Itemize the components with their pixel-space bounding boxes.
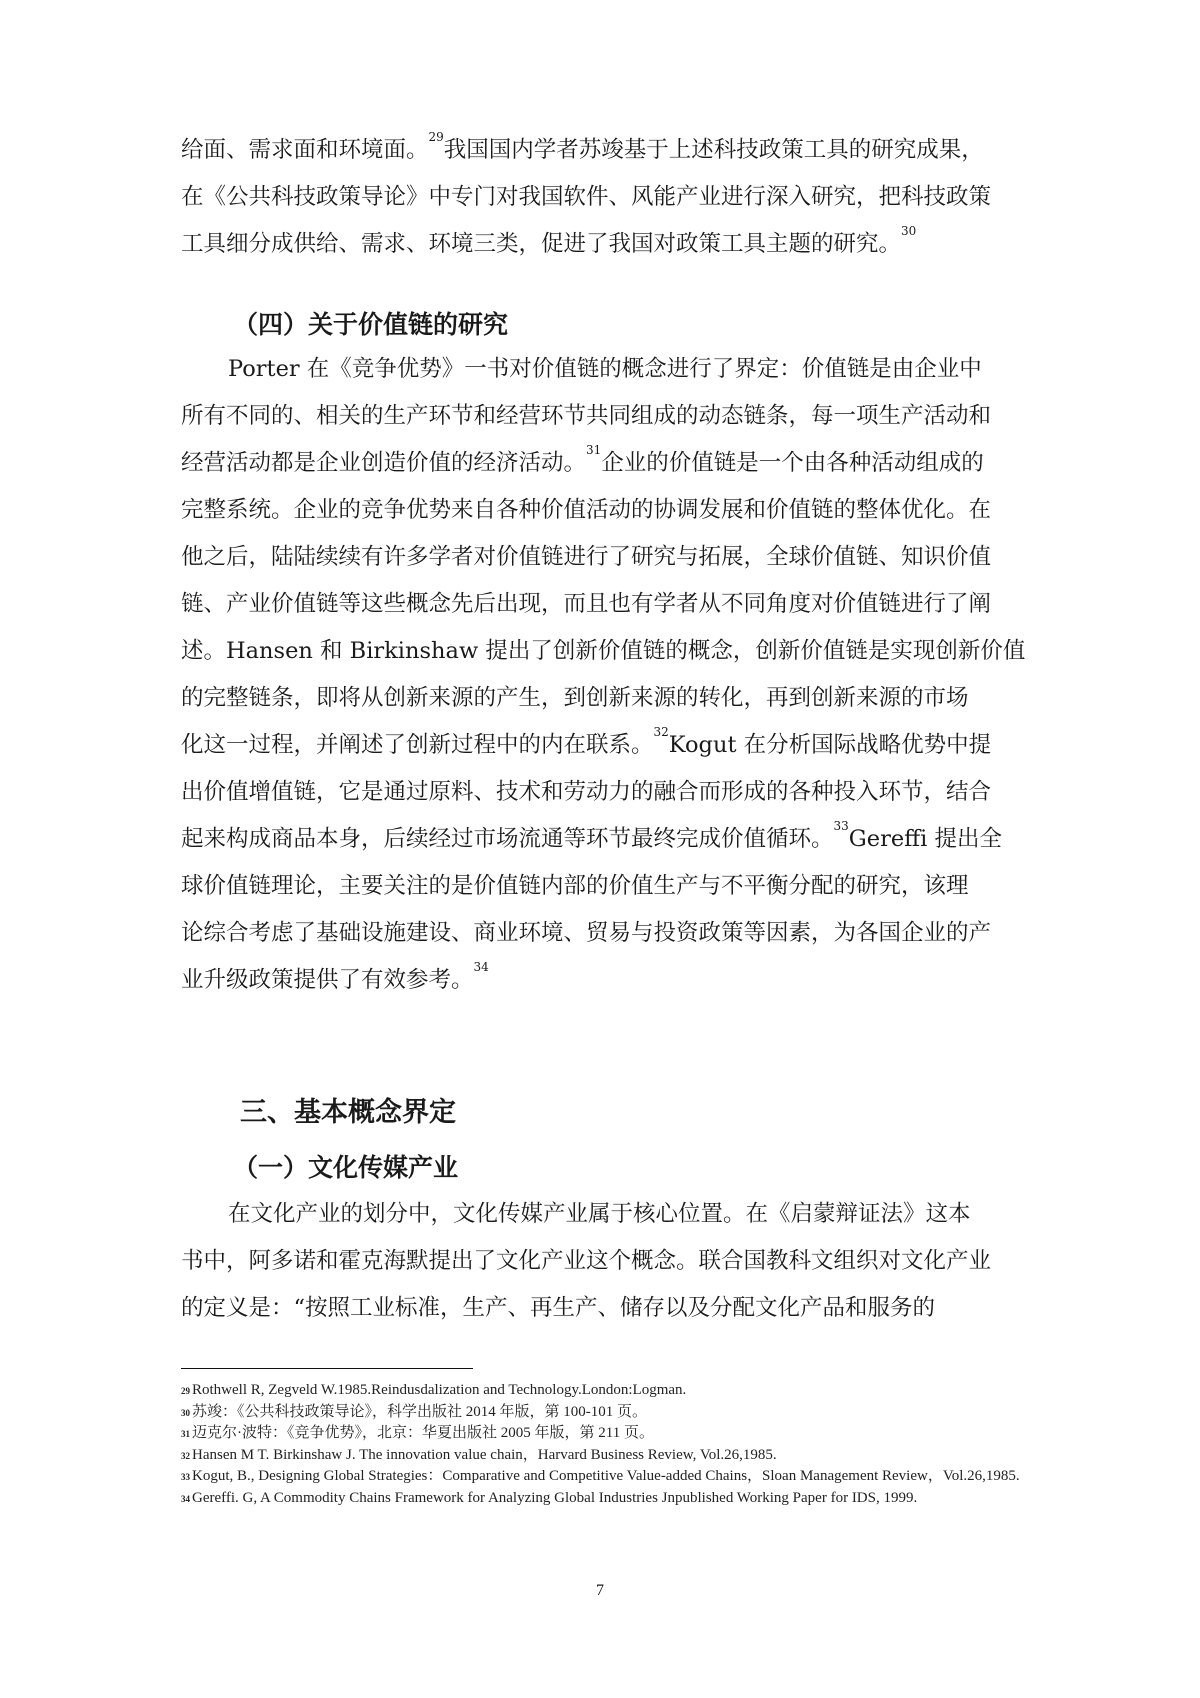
footnote-ref-32[interactable]: 32 (653, 725, 669, 739)
text-line: 的完整链条，即将从创新来源的产生，到创新来源的转化，再到创新来源的市场 (181, 685, 969, 711)
text-line: 经营活动都是企业创造价值的经济活动。$^{31}$企业的价值链是一个由各种活动组成的 (181, 443, 984, 476)
text-line: Porter 在《竞争优势》一书对价值链的概念进行了界定：价值链是由企业中 (228, 356, 982, 382)
paragraph-value-chain (181, 346, 1031, 1004)
text-line: 业升级政策提供了有效参考。$^{34}$ (181, 960, 489, 993)
footnote-30: $^{30}$ 苏竣：《公共科技政策导论》，科学出版社 2014 年版，第 100-101 页。 (181, 1403, 647, 1420)
text-line: 论综合考虑了基础设施建设、商业环境、贸易与投资政策等因素，为各国企业的产 (181, 920, 992, 946)
text-line: 给面、需求面和环境面。$^{29}$我国国内学者苏竣基于上述科技政策工具的研究成果， (181, 130, 984, 163)
text-line: 述。Hansen 和 Birkinshaw 提出了创新价值链的概念，创新价值链是实现创新价值 (181, 638, 1026, 664)
footnote-ref-30[interactable]: 30 (901, 224, 917, 238)
text-line: 球价值链理论，主要关注的是价值链内部的价值生产与不平衡分配的研究，该理 (181, 873, 969, 899)
text-line: 链、产业价值链等这些概念先后出现，而且也有学者从不同角度对价值链进行了阐 (181, 591, 992, 617)
section-heading-cultural-media: （一）文化传媒产业 (233, 1153, 459, 1182)
text-line: 工具细分成供给、需求、环境三类，促进了我国对政策工具主题的研究。$^{30}$ (181, 224, 917, 257)
footnotes (181, 1380, 1021, 1509)
text-line: 完整系统。企业的竞争优势来自各种价值活动的协调发展和价值链的整体优化。在 (181, 497, 992, 523)
footnote-ref-33[interactable]: 33 (833, 819, 849, 833)
footnote-32: $^{32}$ Hansen M T. Birkinshaw J. The innovation value chain，Harvard Business Review, Vol.26,1985. (181, 1446, 777, 1463)
paragraph-cultural-media (181, 1191, 1031, 1332)
footnote-29: $^{29}$ Rothwell R, Zegveld W.1985.Reindusdalization and Technology.London:Logman. (181, 1382, 687, 1398)
footnote-ref-29[interactable]: 29 (428, 130, 444, 144)
text-line: 书中，阿多诺和霍克海默提出了文化产业这个概念。联合国教科文组织对文化产业 (181, 1248, 992, 1274)
section-heading-value-chain: （四）关于价值链的研究 (233, 310, 509, 339)
chapter-heading-basic-concepts: 三、基本概念界定 (240, 1097, 456, 1128)
text-line: 在《公共科技政策导论》中专门对我国软件、风能产业进行深入研究，把科技政策 (181, 184, 992, 210)
page-number: 7 (596, 1582, 604, 1599)
footnote-33: $^{33}$ Kogut, B., Designing Global Strategies：Comparative and Competitive Value-added Chains，Sloan Management Review，Vol.26,1985. (181, 1468, 1020, 1484)
footnote-ref-31[interactable]: 31 (586, 443, 602, 457)
text-line: 在文化产业的划分中，文化传媒产业属于核心位置。在《启蒙辩证法》这本 (228, 1201, 971, 1227)
paragraph-policy-tools (181, 127, 1031, 268)
footnote-separator (181, 1368, 473, 1369)
text-line: 起来构成商品本身，后续经过市场流通等环节最终完成价值循环。$^{33}$Gereffi 提出全 (181, 819, 1002, 852)
text-line: 出价值增值链，它是通过原料、技术和劳动力的融合而形成的各种投入环节，结合 (181, 779, 992, 805)
footnote-34: $^{34}$ Gereffi. G, A Commodity Chains Framework for Analyzing Global Industries Jnpublished Working Paper for IDS, 1999. (181, 1489, 918, 1506)
footnote-31: $^{31}$ 迈克尔·波特：《竞争优势》，北京：华夏出版社 2005 年版，第 211 页。 (181, 1425, 654, 1441)
footnote-ref-34[interactable]: 34 (473, 960, 489, 974)
text-line: 的定义是：“按照工业标准，生产、再生产、储存以及分配文化产品和服务的 (181, 1295, 936, 1321)
text-line: 化这一过程，并阐述了创新过程中的内在联系。$^{32}$Kogut 在分析国际战略优势中提 (181, 725, 992, 758)
text-line: 所有不同的、相关的生产环节和经营环节共同组成的动态链条，每一项生产活动和 (181, 403, 992, 429)
text-line: 他之后，陆陆续续有许多学者对价值链进行了研究与拓展，全球价值链、知识价值 (181, 544, 992, 570)
